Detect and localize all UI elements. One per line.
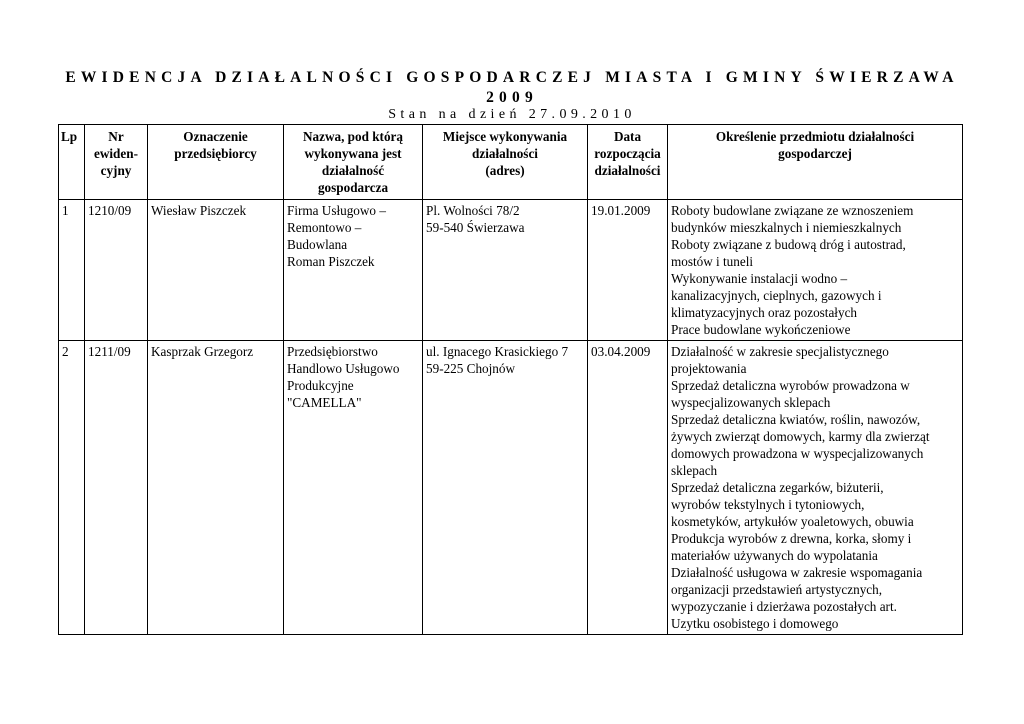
business-name-line: Przedsiębiorstwo: [287, 344, 378, 359]
activity-line: sklepach: [671, 463, 718, 478]
location-line: ul. Ignacego Krasickiego 7: [426, 344, 569, 359]
business-name-line: "CAMELLA": [287, 395, 362, 410]
cell-business-name: [284, 341, 423, 635]
activity-line: Uzytku osobistego i domowego: [671, 616, 839, 631]
header-nr: [85, 125, 148, 200]
header-activity-line: Określenie przedmiotu działalności: [715, 129, 915, 144]
business-name-line: Roman Piszczek: [287, 254, 375, 269]
location-line: Pl. Wolności 78/2: [426, 203, 520, 218]
table-row: [59, 341, 963, 635]
header-activity: [668, 125, 963, 200]
header-nr-line: ewiden-: [94, 146, 138, 161]
status-date: Stan na dzień 27.09.2010: [388, 107, 636, 122]
header-nr-line: Nr: [108, 129, 124, 144]
header-start-date-line: rozpoczącia: [594, 146, 661, 161]
activity-line: materiałów używanych do wypolatania: [671, 548, 878, 563]
activity-line: domowych prowadzona w wyspecjalizowanych: [671, 446, 924, 461]
location-line: 59-225 Chojnów: [426, 361, 516, 376]
activity-line: Sprzedaż detaliczna wyrobów prowadzona w: [671, 378, 910, 393]
header-location: [423, 125, 588, 200]
location-line: 59-540 Świerzawa: [426, 220, 525, 235]
cell-business-name: [284, 200, 423, 341]
activity-line: żywych zwierząt domowych, karmy dla zwierząt: [671, 429, 930, 444]
business-name-line: Budowlana: [287, 237, 348, 252]
activity-line: Wykonywanie instalacji wodno –: [671, 271, 848, 286]
registry-table: [58, 124, 963, 635]
business-name-line: Handlowo Usługowo: [287, 361, 400, 376]
activity-line: budynków mieszkalnych i niemieszkalnych: [671, 220, 902, 235]
activity-line: Roboty związane z budową dróg i autostrad,: [671, 237, 906, 252]
activity-line: wyspecjalizowanych sklepach: [671, 395, 831, 410]
cell-activity: [668, 200, 963, 341]
activity-line: kanalizacyjnych, cieplnych, gazowych i: [671, 288, 882, 303]
cell-lp: 1: [59, 200, 85, 341]
header-location-line: (adres): [485, 163, 525, 178]
document-title: EWIDENCJA DZIAŁALNOŚCI GOSPODARCZEJ MIASTA I GMINY ŚWIERZAWA: [65, 69, 959, 86]
business-name-line: Produkcyjne: [287, 378, 354, 393]
header-business-name: [284, 125, 423, 200]
activity-line: kosmetyków, artykułów yoaletowych, obuwia: [671, 514, 914, 529]
header-start-date-line: działalności: [594, 163, 661, 178]
header-business-name-line: działalność: [321, 163, 385, 178]
header-activity-line: gospodarczej: [778, 146, 852, 161]
header-business-name-line: gospodarcza: [317, 180, 389, 195]
header-location-line: działalności: [472, 146, 538, 161]
activity-line: klimatyzacyjnych oraz pozostałych: [671, 305, 858, 320]
header-entrepreneur-line: Oznaczenie: [183, 129, 248, 144]
activity-line: Roboty budowlane związane ze wznoszeniem: [671, 203, 914, 218]
activity-line: Działalność usługowa w zakresie wspomagania: [671, 565, 923, 580]
document-year: 2009: [486, 89, 538, 106]
cell-start-date: 03.04.2009: [588, 341, 668, 635]
activity-line: Działalność w zakresie specjalistycznego: [671, 344, 889, 359]
header-business-name-line: Nazwa, pod którą: [302, 129, 403, 144]
header-nr-line: cyjny: [100, 163, 132, 178]
header-location-line: Miejsce wykonywania: [442, 129, 568, 144]
cell-start-date: 19.01.2009: [588, 200, 668, 341]
cell-entrepreneur: Wiesław Piszczek: [148, 200, 284, 341]
activity-line: Sprzedaż detaliczna kwiatów, roślin, nawozów,: [671, 412, 921, 427]
activity-line: projektowania: [671, 361, 747, 376]
activity-line: organizacji przedstawień artystycznych,: [671, 582, 883, 597]
cell-nr: 1211/09: [85, 341, 148, 635]
activity-line: mostów i tuneli: [671, 254, 754, 269]
activity-line: Produkcja wyrobów z drewna, korka, słomy i: [671, 531, 912, 546]
business-name-line: Firma Usługowo –: [287, 203, 386, 218]
header-start-date: [588, 125, 668, 200]
header-entrepreneur-line: przedsiębiorcy: [174, 146, 257, 161]
activity-line: wyrobów tekstylnych i tytoniowych,: [671, 497, 865, 512]
business-name-line: Remontowo –: [287, 220, 362, 235]
activity-line: Sprzedaż detaliczna zegarków, biżuterii,: [671, 480, 884, 495]
activity-line: wypozyczanie i dzierżawa pozostałych art.: [671, 599, 897, 614]
cell-activity: [668, 341, 963, 635]
header-lp: [59, 125, 85, 200]
cell-location: [423, 200, 588, 341]
cell-nr: 1210/09: [85, 200, 148, 341]
header-lp-text: Lp: [61, 129, 78, 144]
cell-lp: 2: [59, 341, 85, 635]
cell-location: [423, 341, 588, 635]
table-row: [59, 200, 963, 341]
header-entrepreneur: [148, 125, 284, 200]
header-business-name-line: wykonywana jest: [304, 146, 402, 161]
cell-entrepreneur: Kasprzak Grzegorz: [148, 341, 284, 635]
header-start-date-line: Data: [613, 129, 642, 144]
table-header-row: [59, 125, 963, 200]
activity-line: Prace budowlane wykończeniowe: [671, 322, 851, 337]
